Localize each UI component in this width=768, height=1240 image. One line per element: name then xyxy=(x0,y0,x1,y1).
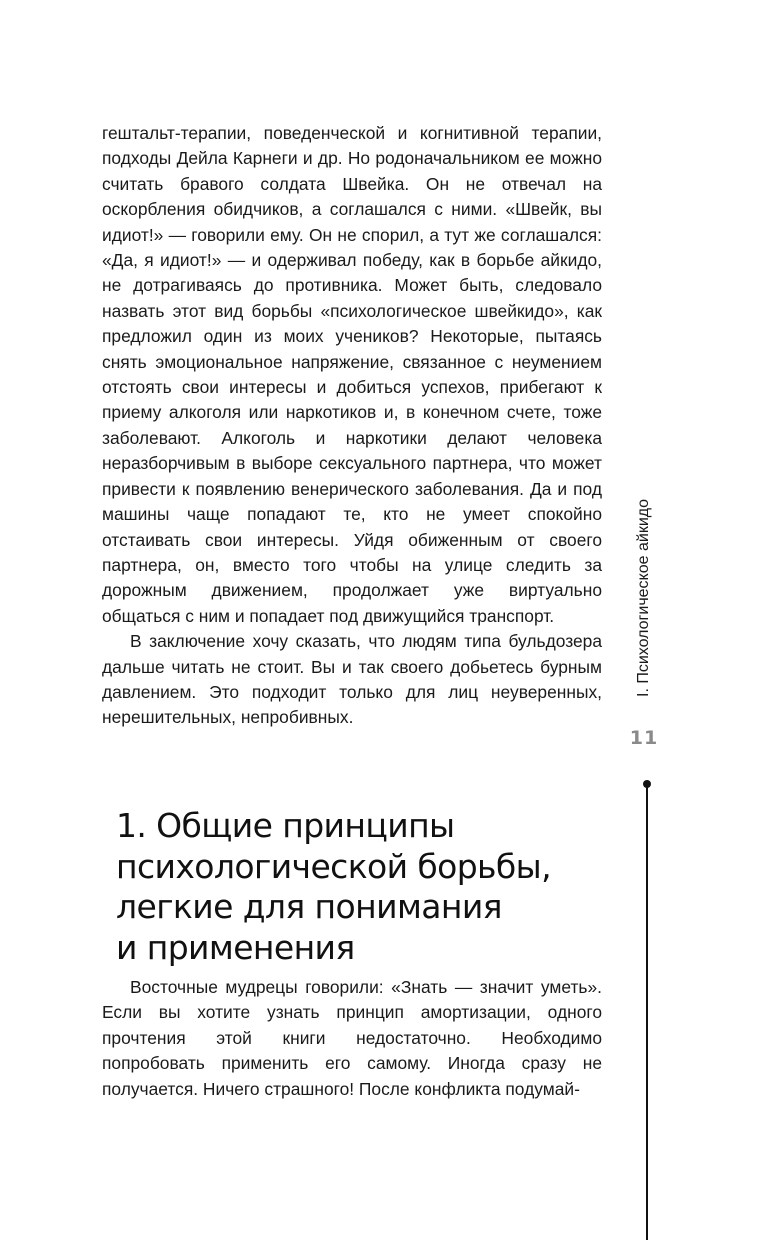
section-heading xyxy=(116,806,586,968)
paragraph: В заключение хочу сказать, что людям типа бульдозера дальше читать не стоит. Вы и так своего добьетесь бурным давлением. Это подходит только для лиц неуверенных, нерешительных, непробивных. xyxy=(102,631,602,728)
section-heading-line: психологической борьбы, xyxy=(116,846,551,886)
chapter-label-text: I. Психологическое айкидо xyxy=(635,499,652,697)
margin-rule-line xyxy=(646,784,648,1240)
body-text-top xyxy=(102,121,602,731)
section-heading-line: 1. Общие принципы xyxy=(116,806,455,845)
paragraph: гештальт-терапии, поведенческой и когнитивной терапии, подходы Дейла Карнеги и др. Но родоначальником ее можно считать бравого солдата Швейка. Он не отвечал на оскорбления обидчиков, а соглашался с ними. «Швейк, вы идиот!» — говорили ему. Он не спорил, а тут же соглашался: «Да, я идиот!» — и одерживал победу, как в борьбе айкидо, не дотрагиваясь до противника. Может быть, следовало назвать этот вид борьбы «психологическое швейкидо», как предложил один из моих учеников? Некоторые, пытаясь снять эмоциональное напряжение, связанное с неумением отстоять свои интересы и добиться успехов, прибегают к приему алкоголя или наркотиков и, в конечном счете, тоже заболевают. Алкоголь и наркотики делают человека неразборчивым в выборе сексуального партнера, что может привести к появлению венерического заболевания. Да и под машины чаще попадают те, кто не умеет спокойно отстаивать свои интересы. Уйдя обиженным от своего партнера, он, вместо того чтобы на улице следить за дорожным движением, продолжает уже виртуально общаться с ним и попадает под движущийся транспорт. xyxy=(102,123,602,626)
section-heading-line: и применения xyxy=(116,927,355,967)
chapter-side-label xyxy=(624,478,664,718)
section-heading-line: легкие для понимания xyxy=(116,887,502,926)
page-number: 11 xyxy=(629,727,659,749)
paragraph: Восточные мудрецы говорили: «Знать — значит уметь». Если вы хотите узнать принцип амортизации, одного прочтения этой книги недостаточно. Необходимо попробовать применить его самому. Иногда сразу не получается. Ничего страшного! После конфликта подумай- xyxy=(102,977,602,1099)
body-text-bottom xyxy=(102,975,602,1102)
